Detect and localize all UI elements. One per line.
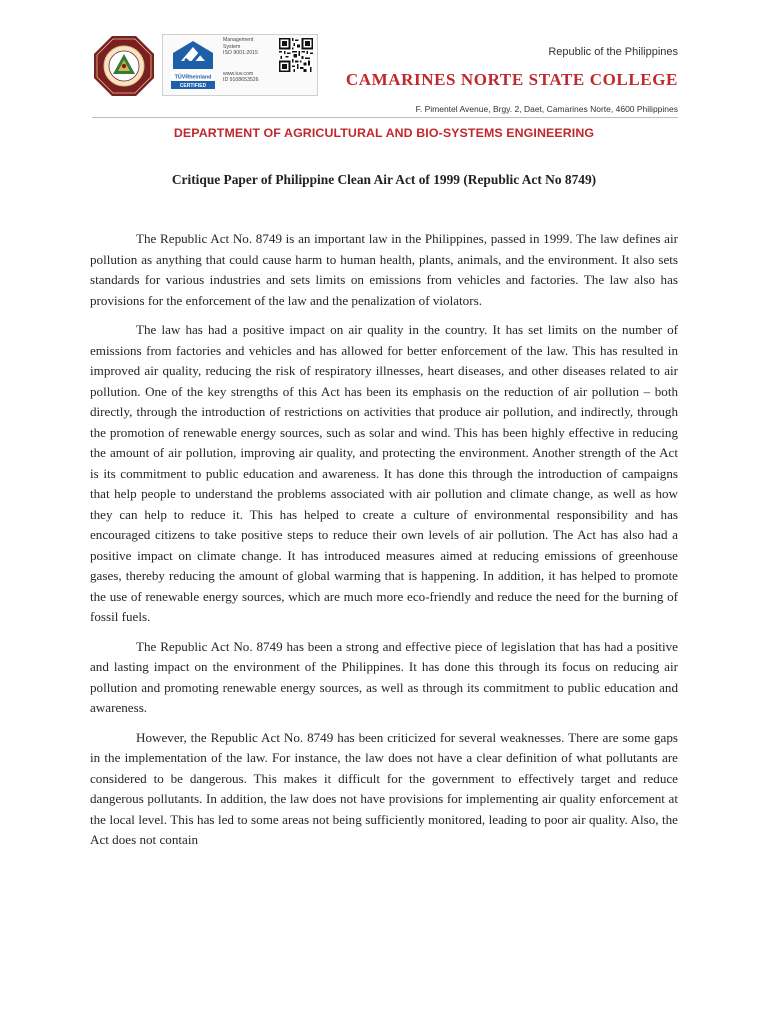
tuv-rheinland-logo [169,39,217,91]
college-seal-logo [92,34,156,98]
cert-line: ISO 9001:2015 [223,50,258,57]
cert-id: ID 9108653526 [223,77,259,84]
certified-label: CERTIFIED [179,83,207,89]
certification-details [223,37,275,84]
iso-certification-badge [162,34,318,96]
qr-code [279,38,313,72]
college-name: CAMARINES NORTE STATE COLLEGE [345,70,678,89]
paper-title: Critique Paper of Philippine Clean Air Act of 1999 (Republic Act No 8749) [171,172,597,187]
header-divider [92,117,678,118]
cert-website: www.tuv.com [223,70,254,77]
cert-line: Management [223,37,254,43]
republic-label: Republic of the Philippines [548,46,678,58]
cert-line: System [223,43,241,50]
college-address: F. Pimentel Avenue, Brgy. 2, Daet, Camarines Norte, 4600 Philippines [415,104,678,114]
body-paragraph: The Republic Act No. 8749 is an important law in the Philippines, passed in 1999. The law defines air pollution as anything that could cause harm to human health, plants, animals, and the environment. It also sets standards for various industries and sets limits on emissions from vehicles and factories. The law also has provisions for the enforcement of the law and the penalization of violators. [90,231,678,308]
tuv-brand-text: TÜVRheinland [174,74,212,81]
body-paragraph: The Republic Act No. 8749 has been a strong and effective piece of legislation that has had a positive and lasting impact on the environment of the Philippines. It has done this through its focus on reducing air pollution and promoting renewable energy sources, as well as through its commitment to public education and awareness. [90,638,678,715]
paper-body [90,229,678,860]
body-paragraph: However, the Republic Act No. 8749 has been criticized for several weaknesses. There are some gaps in the implementation of the law. For instance, the law does not have a clear definition of what pollutants are considered to be dangerous. This makes it difficult for the government to effectively target and reduce dangerous pollutants. In addition, the law does not have provisions for implementing air quality enforcement at the local level. This has led to some areas not being sufficiently monitored, leading to poor air quality. Also, the Act does not contain [90,729,678,847]
department-heading: DEPARTMENT OF AGRICULTURAL AND BIO-SYSTEMS ENGINEERING [173,126,595,140]
body-paragraph: The law has had a positive impact on air quality in the country. It has set limits on the number of emissions from factories and vehicles and has allowed for better enforcement of the law. This has resulted in improved air quality, reducing the risk of respiratory illnesses, heart diseases, and other diseases related to air pollution. One of the key strengths of this Act has been its emphasis on the reduction of air pollution – both directly, through the introduction of restrictions on activities that produce air pollution, and indirectly, through the promotion of renewable energy sources, such as solar and wind. This has been highly effective in reducing the amount of air pollution, improving air quality, and protecting the environment. Another strength of the Act is its commitment to public education and awareness. It has done this through the introduction of campaigns that help people to understand the problems associated with air pollution and climate change, as well as how they can help to reduce it. This has helped to create a culture of environmental responsibility and has encouraged citizens to take positive steps to reduce their own levels of air pollution. The Act has also had a positive impact on climate change. It has introduced measures aimed at reducing emissions of greenhouse gases, thereby reducing the amount of global warming that is happening. In addition, it has helped to promote the use of renewable energy sources, which are much more eco-friendly and reduce the need for the burning of fossil fuels. [90,322,678,624]
